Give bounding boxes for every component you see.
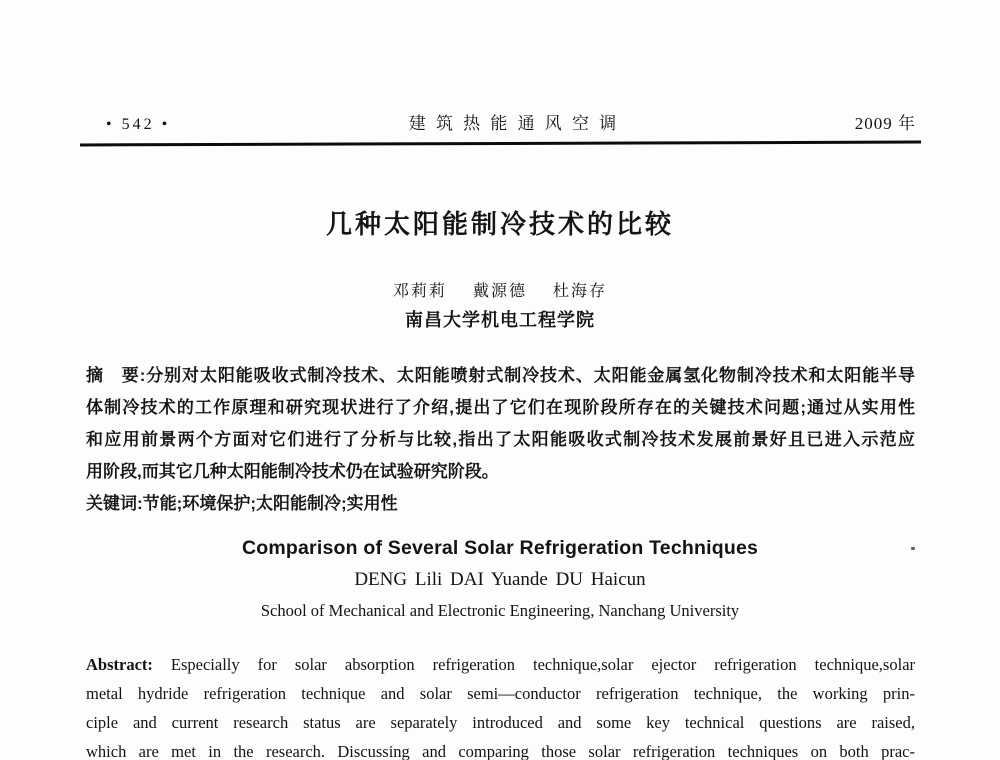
keywords-zh-line — [86, 488, 915, 520]
abstract-zh-line: 体制冷技术的工作原理和研究现状进行了介绍,提出了它们在现阶段所存在的关键技术问题;通过从实用性 — [86, 398, 915, 417]
abstract-zh-text: 分别对太阳能吸收式制冷技术、太阳能喷射式制冷技术、太阳能金属氢化物制冷技术和太阳能半导 — [145, 366, 915, 385]
abstract-en-line: which are met in the research. Discussing and comparing those solar refrigeration techniques on both prac- — [86, 742, 915, 760]
author-name: 邓莉莉 — [392, 283, 447, 300]
affiliation-en: School of Mechanical and Electronic Engineering, Nanchang University — [260, 601, 740, 620]
abstract-zh-line: 和应用前景两个方面对它们进行了分析与比较,指出了太阳能吸收式制冷技术发展前景好且已进入示范应 — [86, 430, 915, 449]
author-name: 杜海存 — [553, 283, 608, 300]
abstract-en-text: Especially for solar absorption refrigeration technique,solar ejector refrigeration technique,solar — [170, 655, 915, 674]
abstract-zh-line — [86, 360, 915, 392]
page-number: • 542 • — [106, 116, 171, 133]
article-title-zh: 几种太阳能制冷技术的比较 — [325, 209, 674, 239]
running-head — [86, 109, 916, 134]
issue-year: 2009 年 — [854, 114, 916, 133]
abstract-zh-label: 摘 要: — [86, 366, 146, 385]
journal-title: 建筑热能通风空调 — [408, 114, 627, 133]
authors-zh — [0, 278, 1000, 301]
abstract-en — [86, 650, 915, 760]
abstract-zh — [86, 360, 915, 520]
header-rule — [80, 141, 921, 147]
article-title-en: Comparison of Several Solar Refrigeration Techniques — [241, 537, 759, 559]
abstract-en-label: Abstract: — [86, 655, 153, 674]
keywords-zh-text: 节能;环境保护;太阳能制冷;实用性 — [142, 494, 398, 513]
author-name: 戴源德 — [472, 283, 527, 300]
affiliation-zh: 南昌大学机电工程学院 — [405, 310, 595, 330]
authors-en: DENG Lili DAI Yuande DU Haicun — [354, 569, 646, 590]
keywords-zh-label: 关键词: — [86, 494, 143, 513]
abstract-en-line — [86, 650, 915, 679]
abstract-en-line: metal hydride refrigeration technique and solar semi—conductor refrigeration technique, the working prin- — [86, 684, 915, 703]
abstract-zh-line: 用阶段,而其它几种太阳能制冷技术仍在试验研究阶段。 — [86, 462, 499, 481]
scan-speck — [911, 547, 915, 550]
abstract-en-line: ciple and current research status are separately introduced and some key technical questions are raised, — [86, 713, 915, 732]
